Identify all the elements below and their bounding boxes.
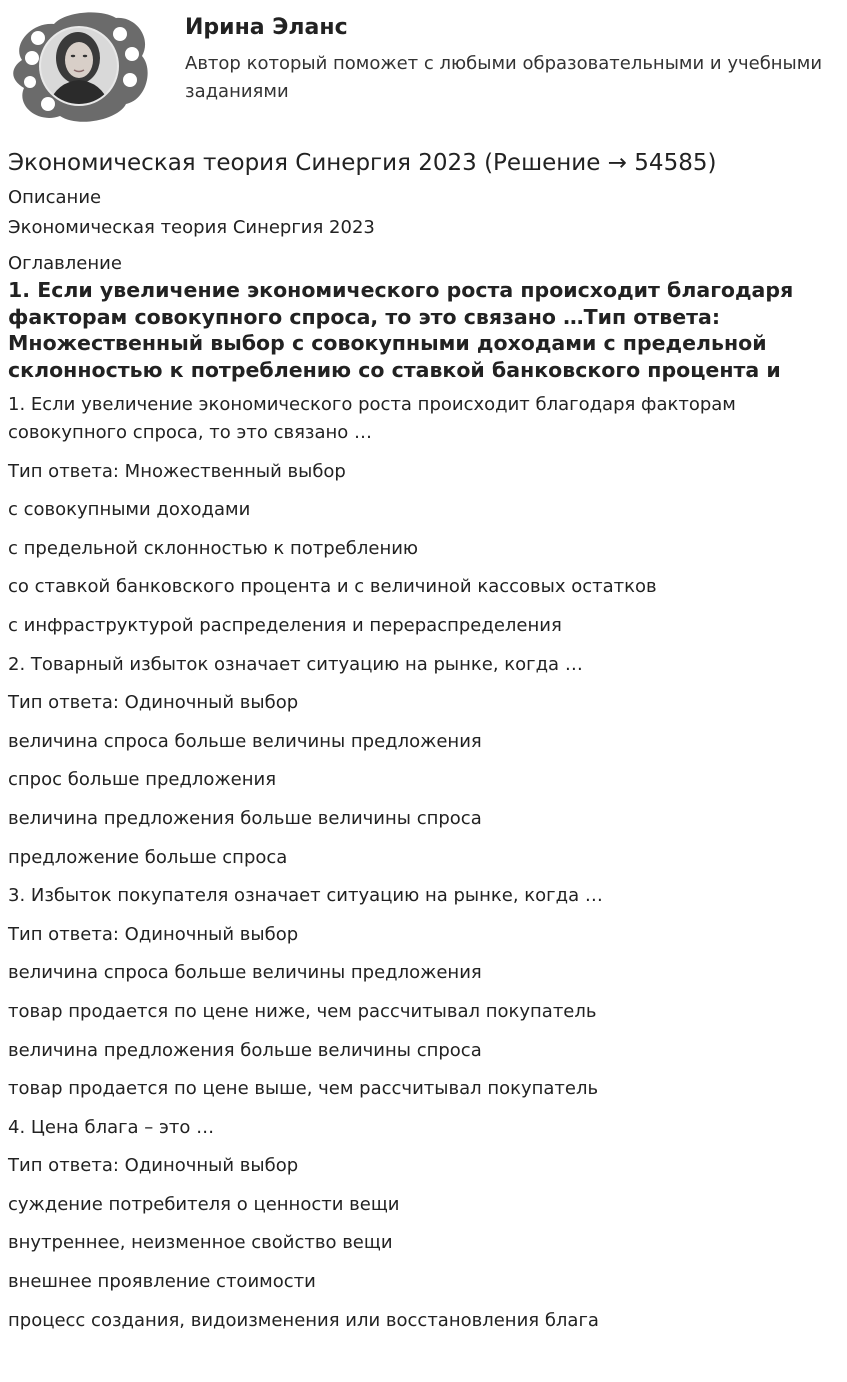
list-item: Тип ответа: Множественный выбор	[8, 460, 346, 482]
question-text: 1. Если увеличение экономического роста происходит благодаря факторам совокупного спроса, то это связано …	[8, 394, 736, 443]
list-item: Тип ответа: Одиночный выбор	[8, 1155, 299, 1177]
list-item: предложение больше спроса	[8, 846, 288, 868]
list-item: товар продается по цене ниже, чем рассчитывал покупатель	[8, 1000, 597, 1022]
list-item: внешнее проявление стоимости	[8, 1271, 316, 1293]
list-item: величина спроса больше величины предложения	[8, 962, 482, 984]
list-item: 2. Товарный избыток означает ситуацию на рынке, когда …	[8, 653, 583, 675]
list-item: Тип ответа: Одиночный выбор	[8, 923, 299, 945]
list-item: 3. Избыток покупателя означает ситуацию на рынке, когда …	[8, 885, 603, 907]
document-content	[8, 146, 830, 1335]
list-item: 4. Цена блага – это …	[8, 1116, 215, 1138]
author-description: Автор который поможет с любыми образовательными и учебными заданиями	[185, 53, 823, 102]
description-label: Описание	[8, 187, 102, 208]
document-title: Экономическая теория Синергия 2023 (Решение → 54585)	[8, 150, 717, 176]
list-item: суждение потребителя о ценности вещи	[8, 1193, 400, 1215]
list-item: процесс создания, видоизменения или восстановления блага	[8, 1309, 599, 1331]
author-block	[8, 6, 839, 126]
description-text: Экономическая теория Синергия 2023	[8, 217, 375, 238]
list-item: товар продается по цене выше, чем рассчитывал покупатель	[8, 1078, 599, 1100]
list-item: с инфраструктурой распределения и перераспределения	[8, 614, 562, 636]
question-list	[8, 391, 830, 1335]
list-item: величина спроса больше величины предложения	[8, 730, 482, 752]
list-item: со ставкой банковского процента и с величиной кассовых остатков	[8, 576, 657, 598]
list-item: с совокупными доходами	[8, 499, 251, 521]
list-item: с предельной склонностью к потреблению	[8, 537, 419, 559]
list-item: спрос больше предложения	[8, 769, 277, 791]
toc-heading: 1. Если увеличение экономического роста происходит благодаря факторам совокупного спроса, то это связано …Тип ответа: Множественный выбор с совокупными доходами с предельной склонностью к потреблению со ставкой банковского процента и	[8, 278, 794, 382]
toc-label: Оглавление	[8, 253, 122, 274]
list-item: величина предложения больше величины спроса	[8, 1039, 482, 1061]
list-item: Тип ответа: Одиночный выбор	[8, 692, 299, 714]
list-item: величина предложения больше величины спроса	[8, 807, 482, 829]
author-avatar	[8, 8, 150, 126]
author-name: Ирина Эланс	[185, 15, 348, 40]
list-item: внутреннее, неизменное свойство вещи	[8, 1232, 393, 1254]
